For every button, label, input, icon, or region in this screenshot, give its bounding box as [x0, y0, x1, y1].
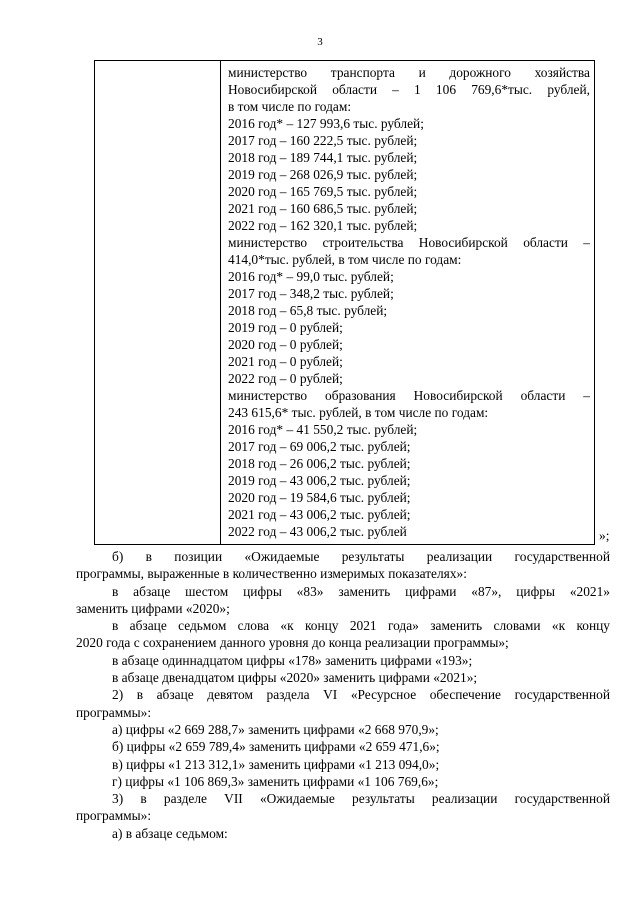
paragraph-line: г) цифры «1 106 869,3» заменить цифрами «1 106 769,6»; — [112, 773, 439, 789]
paragraph-line: в абзаце одиннадцатом цифры «178» заменить цифрами «193»; — [112, 652, 473, 668]
table-column-divider — [220, 61, 221, 544]
table-line: 2022 год – 0 рублей; — [228, 371, 343, 386]
table-line: министерство строительства Новосибирской области – — [228, 235, 590, 250]
table-line: министерство образования Новосибирской области – — [228, 388, 590, 403]
table-line: 2021 год – 43 006,2 тыс. рублей; — [228, 507, 411, 522]
paragraph-line: в абзаце шестом цифры «83» заменить цифрами «87», цифры «2021» — [112, 583, 610, 599]
table-line: 2018 год – 189 744,1 тыс. рублей; — [228, 150, 418, 165]
table-line: 2016 год* – 41 550,2 тыс. рублей; — [228, 422, 418, 437]
table-line: 2019 год – 0 рублей; — [228, 320, 343, 335]
table-line: 2022 год – 43 006,2 тыс. рублей — [228, 524, 407, 539]
table-line: Новосибирской области – 1 106 769,6*тыс. рублей, — [228, 82, 590, 97]
table-line: 2016 год* – 127 993,6 тыс. рублей; — [228, 116, 424, 131]
paragraph-line: в абзаце двенадцатом цифры «2020» заменить цифрами «2021»; — [112, 670, 478, 686]
table-line: 2016 год* – 99,0 тыс. рублей; — [228, 269, 394, 284]
paragraph-line: 2) в абзаце девятом раздела VI «Ресурсное обеспечение государственной — [112, 687, 610, 703]
table-line: 2018 год – 65,8 тыс. рублей; — [228, 303, 388, 318]
table-line: 2022 год – 162 320,1 тыс. рублей; — [228, 218, 418, 233]
table-line: 2021 год – 0 рублей; — [228, 354, 343, 369]
funding-table — [94, 60, 595, 545]
paragraph-line: программы»: — [76, 704, 152, 720]
table-line: 2019 год – 43 006,2 тыс. рублей; — [228, 473, 411, 488]
table-line: 2017 год – 160 222,5 тыс. рублей; — [228, 133, 418, 148]
paragraph-line: программы, выраженные в количественно измеримых показателях»: — [76, 566, 467, 582]
table-right-cell — [228, 64, 590, 540]
paragraph-line: а) в абзаце седьмом: — [112, 825, 228, 841]
paragraph-line: 3) в разделе VII «Ожидаемые результаты реализации государственной — [112, 791, 610, 807]
table-line: 2021 год – 160 686,5 тыс. рублей; — [228, 201, 418, 216]
paragraph-line: программы»: — [76, 808, 152, 824]
table-line: 2018 год – 26 006,2 тыс. рублей; — [228, 456, 411, 471]
table-line: 243 615,6* тыс. рублей, в том числе по годам: — [228, 405, 489, 420]
paragraph-line: а) цифры «2 669 288,7» заменить цифрами «2 668 970,9»; — [112, 721, 439, 737]
table-line: 2017 год – 69 006,2 тыс. рублей; — [228, 439, 411, 454]
paragraph-line: 2020 года с сохранением данного уровня до конца реализации программы»; — [76, 635, 509, 651]
quote-closing-mark: »; — [599, 528, 610, 543]
paragraph-line: в) цифры «1 213 312,1» заменить цифрами «1 213 094,0»; — [112, 756, 440, 772]
table-line: 2017 год – 348,2 тыс. рублей; — [228, 286, 394, 301]
table-line: 2019 год – 268 026,9 тыс. рублей; — [228, 167, 418, 182]
table-line: в том числе по годам: — [228, 99, 352, 114]
paragraph-line: б) цифры «2 659 789,4» заменить цифрами «2 659 471,6»; — [112, 739, 440, 755]
page-number: 3 — [317, 36, 323, 48]
document-body — [76, 548, 610, 842]
table-line: министерство транспорта и дорожного хозяйства — [228, 65, 590, 80]
table-line: 2020 год – 165 769,5 тыс. рублей; — [228, 184, 418, 199]
paragraph-line: б) в позиции «Ожидаемые результаты реализации государственной — [112, 549, 610, 564]
table-line: 2020 год – 0 рублей; — [228, 337, 343, 352]
paragraph-line: заменить цифрами «2020»; — [76, 600, 230, 616]
table-line: 414,0*тыс. рублей, в том числе по годам: — [228, 252, 462, 267]
paragraph-line: в абзаце седьмом слова «к концу 2021 года» заменить словами «к концу — [112, 618, 610, 634]
table-line: 2020 год – 19 584,6 тыс. рублей; — [228, 490, 411, 505]
